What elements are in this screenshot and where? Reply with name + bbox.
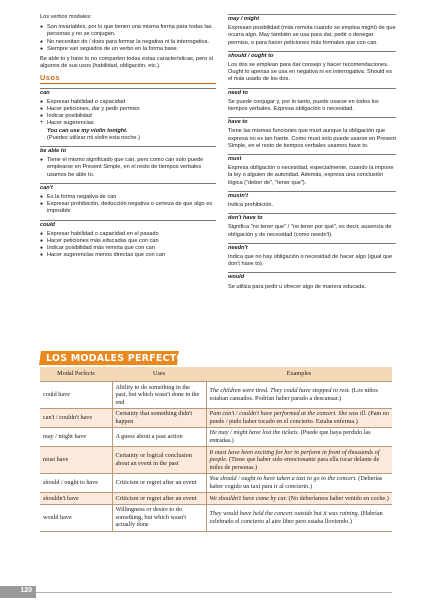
entry-text: Significa "no tener que" / "no tener por qué", es decir, ausencia de obligación y de necesidad (como needn't).	[228, 224, 392, 238]
be-able-list	[40, 157, 216, 179]
table-cell-use: Criticism or regret after an event	[112, 493, 206, 505]
table-row	[40, 427, 392, 446]
entry-text: Se utiliza para pedir u ofrecer algo de manera educada.	[228, 283, 367, 290]
table-cell-example	[206, 473, 392, 492]
list-item: ● Expresar prohibición, deducción negativa o certeza de que algo es imposible	[40, 201, 216, 215]
example-es: (Habrían celebrado el concierto al aire libre pero estaba lloviendo.)	[209, 510, 383, 525]
table-cell-example	[206, 382, 392, 409]
term-be-able-to: be able to	[40, 146, 216, 155]
table-cell-use: Willingness or desire to do something, but which wasn't actually done	[112, 504, 206, 531]
intro-title: Los verbos modales:	[40, 14, 92, 20]
term-dont-have-to: don't have to	[228, 213, 396, 222]
right-column	[228, 14, 396, 294]
example-es: (Deberías haber cogido un taxi para ir al concierto.)	[209, 475, 383, 491]
table-header: Uses	[112, 367, 206, 382]
table-cell-example	[206, 427, 392, 446]
table-cell-modal: must have	[40, 447, 112, 474]
table-row	[40, 493, 392, 505]
term-must: must	[228, 154, 396, 163]
can-list	[40, 99, 216, 142]
table-cell-example	[206, 493, 392, 505]
table-row	[40, 382, 392, 409]
example-es: (No deberíamos haber venido en coche.)	[288, 494, 389, 502]
table-row	[40, 447, 392, 474]
example-en: They would have held the concert outside but it was raining.	[209, 510, 360, 518]
example-en: He may / might have lost the tickets.	[209, 429, 300, 437]
list-item: ● Expresar habilidad o capacidad en el pasado	[40, 231, 216, 238]
term-neednt: needn't	[228, 243, 396, 252]
table-cell-modal: can't / couldn't have	[40, 408, 112, 427]
entry-text: Expresa obligación o necesidad, especialmente, cuando la impone la ley o alguien de autoridad. Además, expresa una conclusión lógica ("deber de", "tener que").	[228, 165, 394, 186]
example-en: You should / ought to have taken a taxi to go to the concert.	[209, 475, 357, 483]
list-item: ● Indicar posibilidad	[40, 113, 216, 120]
table-cell-use: Certainty that something didn't happen	[112, 408, 206, 427]
list-item: ● Hacer peticiones más educadas que con can	[40, 238, 216, 245]
term-may-might: may / might	[228, 14, 396, 23]
term-need-to: need to	[228, 88, 396, 97]
can-example: You can use my violin tonight.	[47, 127, 128, 134]
page-number-tab	[0, 586, 36, 598]
banner-title: LOS MODALES PERFECTOS	[46, 353, 192, 364]
table-cell-use: Ability to do something in the past, but which wasn't done in the end	[112, 382, 206, 409]
example-en: Pam can't / couldn't have performed at the concert. She was ill.	[209, 410, 367, 418]
term-have-to: have to	[228, 117, 396, 126]
modal-perfects-table	[40, 367, 392, 532]
can-plus-label: Hacer sugerencias	[47, 120, 94, 127]
example-es: (Puede que haya perdido las entradas.)	[209, 429, 371, 445]
table-cell-example	[206, 447, 392, 474]
example-es: (Pam no puede / pudo haber tocado en el concierto. Estaba enferma.)	[209, 410, 389, 425]
bottom-rule	[36, 592, 392, 593]
table-cell-use: Certainty or logical conclusion about an event in the past	[112, 447, 206, 474]
can-example-es: (Puedes utilizar mi violín esta noche.)	[47, 134, 140, 141]
list-item: ● Hacer sugerencias menos directas que con can	[40, 252, 216, 259]
list-item: ● Tiene el mismo significado que can, pero como can solo puede emplearse en Present Simple, en el resto de tiempos verbales usamos be able to.	[40, 157, 216, 179]
table-cell-example	[206, 504, 392, 531]
intro-bullets	[40, 24, 216, 53]
left-column	[40, 14, 216, 263]
entry-text: Indica que no hay obligación o necesidad de hacer algo (igual que don't have to).	[228, 254, 393, 268]
list-item: ● Son invariables, por lo que tienen una misma forma para todas las personas y no se conjugan.	[40, 24, 216, 38]
term-cant: can't	[40, 183, 216, 192]
term-should-ought: should / ought to	[228, 51, 396, 60]
list-item	[40, 120, 216, 142]
entry-text: Se puede conjugar y, por lo tanto, puede usarse en todos los tiempos verbales. Expresa obligación o necesidad.	[228, 98, 379, 113]
list-item: ● Hacer peticiones, dar y pedir permiso	[40, 106, 216, 113]
entry-text: Expresan posibilidad (más remota cuando se emplea might) de que ocurra algo. May también se usa para dar, pedir o denegar permiso, o para hacer peticiones más formales que con can.	[228, 25, 396, 46]
table-cell-modal: would have	[40, 504, 112, 531]
example-en: We shouldn't have come by car.	[209, 494, 287, 502]
be-able-note: Be able to y have to no comparten todas estas características, pero sí algunos de sus usos (habilidad, obligación, etc.).	[40, 56, 214, 70]
table-row	[40, 504, 392, 531]
page-number: 120	[20, 587, 32, 594]
could-list	[40, 231, 216, 260]
table-cell-use: A guess about a past action	[112, 427, 206, 446]
table-cell-use: Criticism or regret after an event	[112, 473, 206, 492]
table-cell-modal: may / might have	[40, 427, 112, 446]
example-es: (Los niños estaban cansados. Podrían haber parado a descansar.)	[209, 387, 378, 402]
list-item: ● No necesitan do / does para formar la negativa ni la interrogativa.	[40, 39, 216, 46]
term-mustnt: mustn't	[228, 191, 396, 200]
entry-text: Tiene las mismas funciones que must aunque la obligación que expresa no es tan fuerte. Como must solo puede usarse en Present Simple, en el resto de tiempos verbales usamos have to.	[228, 128, 396, 149]
table-header: Examples	[206, 367, 392, 382]
example-en: It must have been exciting for her to perform in front of thousands of people.	[209, 448, 380, 464]
entry-text: Los dos se emplean para dar consejo y hacer recomendaciones. Ought to apenas se usa en negativa ni en interrogativa. Should es el más usado de los dos.	[228, 62, 392, 83]
list-item: ● Expresar habilidad o capacidad	[40, 99, 216, 106]
usos-title: Usos	[40, 74, 216, 83]
entry-text: Indica prohibición.	[228, 202, 274, 209]
table-cell-example	[206, 408, 392, 427]
cant-list	[40, 194, 216, 216]
table-header: Modal Perfects	[40, 367, 112, 382]
term-could: could	[40, 220, 216, 229]
list-item: ● Siempre van seguidos de un verbo en la forma base.	[40, 46, 216, 53]
table-row	[40, 408, 392, 427]
list-item: ● Es la forma negativa de can	[40, 194, 216, 201]
table-cell-modal: could have	[40, 382, 112, 409]
table-header-row	[40, 367, 392, 382]
table-cell-modal: should / ought to have	[40, 473, 112, 492]
list-item: ● Indicar posibilidad más remota que con can	[40, 245, 216, 252]
term-can: can	[40, 88, 216, 97]
term-would: would	[228, 272, 396, 281]
example-es: (Tiene que haber sido emocionante para ella tocar delante de miles de personas.)	[209, 456, 380, 471]
table-cell-modal: shouldn't have	[40, 493, 112, 505]
example-en: The children were tired. They could have stopped to rest.	[209, 387, 351, 395]
table-row	[40, 473, 392, 492]
